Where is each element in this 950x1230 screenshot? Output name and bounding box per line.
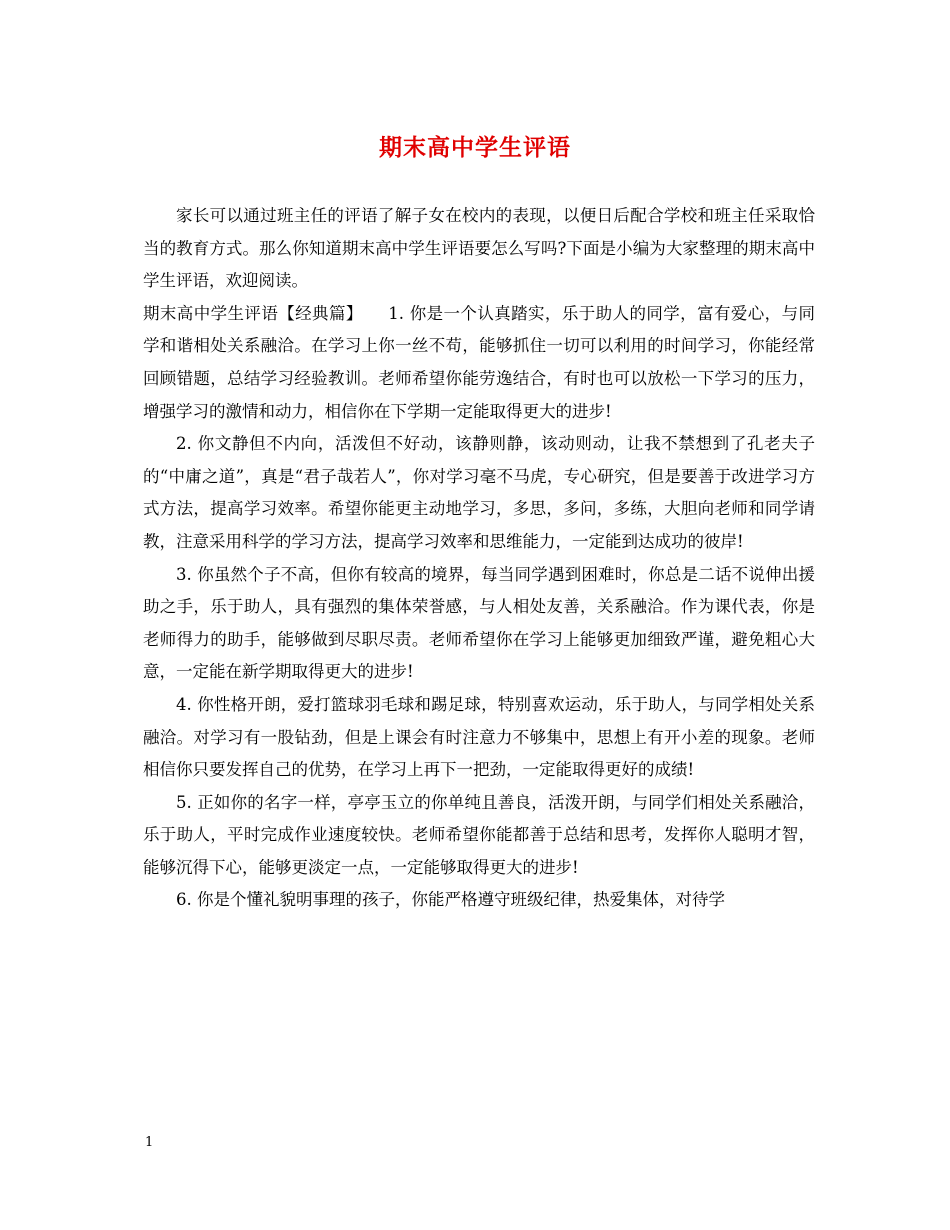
comment-paragraph-3: 3. 你虽然个子不高，但你有较高的境界，每当同学遇到困难时，你总是二话不说伸出援助之手，乐于助人，具有强烈的集体荣誉感，与人相处友善，关系融洽。作为课代表，你是老师得力的助手，能够做到尽职尽责。老师希望你在学习上能够更加细致严谨，避免粗心大意，一定能在新学期取得更大的进步! xyxy=(143,564,815,682)
page-number: 1 xyxy=(145,1135,154,1150)
comment-paragraph-4: 4. 你性格开朗，爱打篮球羽毛球和踢足球，特别喜欢运动，乐于助人，与同学相处关系融洽。对学习有一股钻劲，但是上课会有时注意力不够集中，思想上有开小差的现象。老师相信你只要发挥自己的优势，在学习上再下一把劲，一定能取得更好的成绩! xyxy=(143,694,815,780)
intro-paragraph: 家长可以通过班主任的评语了解子女在校内的表现，以便日后配合学校和班主任采取恰当的教育方式。那么你知道期末高中学生评语要怎么写吗?下面是小编为大家整理的期末高中学生评语，欢迎阅读。 xyxy=(143,206,815,291)
document-title: 期末高中学生评语 xyxy=(379,135,571,161)
comment-paragraph-6: 6. 你是个懂礼貌明事理的孩子，你能严格遵守班级纪律，热爱集体，对待学 xyxy=(176,890,725,910)
comment-paragraph-5: 5. 正如你的名字一样，亭亭玉立的你单纯且善良，活泼开朗，与同学们相处关系融洽，乐于助人，平时完成作业速度较快。老师希望你能都善于总结和思考，发挥你人聪明才智，能够沉得下心，能够更淡定一点，一定能够取得更大的进步! xyxy=(143,792,815,877)
document-body xyxy=(143,200,815,917)
comment-paragraph-2: 2. 你文静但不内向，活泼但不好动，该静则静，该动则动，让我不禁想到了孔老夫子的“中庸之道”，真是“君子哉若人”，你对学习毫不马虎，专心研究，但是要善于改进学习方式方法，提高学习效率。希望你能更主动地学习，多思，多问，多练，大胆向老师和同学请教，注意采用科学的学习方法，提高学习效率和思维能力，一定能到达成功的彼岸! xyxy=(143,434,815,551)
comment-paragraph-1: 期末高中学生评语【经典篇】 1. 你是一个认真踏实，乐于助人的同学，富有爱心，与同学和谐相处关系融洽。在学习上你一丝不苟，能够抓住一切可以利用的时间学习，你能经常回顾错题，总结学习经验教训。老师希望你能劳逸结合，有时也可以放松一下学习的压力，增强学习的激情和动力，相信你在下学期一定能取得更大的进步! xyxy=(143,303,815,421)
